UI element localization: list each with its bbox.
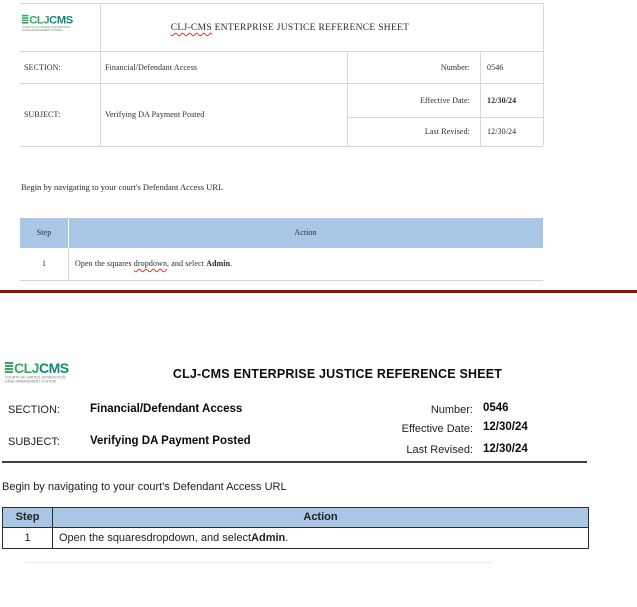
title-rest: ENTERPRISE JUSTICE REFERENCE SHEET xyxy=(211,23,410,33)
logo-tagline xyxy=(5,376,65,384)
pdf-document-preview xyxy=(0,293,637,607)
steps-table-row xyxy=(3,528,588,548)
step-column-header: Step xyxy=(3,508,53,527)
table-border-line xyxy=(68,248,69,281)
logo-tagline-line2: CASE MANAGEMENT SYSTEM xyxy=(5,380,56,384)
footer-divider-line xyxy=(25,562,493,563)
action-word: dropdown xyxy=(146,531,195,544)
step-number-cell: 1 xyxy=(3,528,53,548)
effective-date-label: Effective Date: xyxy=(420,96,470,105)
action-text-mid: , and select xyxy=(194,531,252,544)
effective-date-value: 12/30/24 xyxy=(487,96,517,105)
title-part1: CLJ-CMS xyxy=(172,367,230,381)
last-revised-value: 12/30/24 xyxy=(483,443,528,455)
number-value: 0546 xyxy=(483,402,509,414)
title-rest: ENTERPRISE JUSTICE REFERENCE SHEET xyxy=(229,367,503,381)
subject-value: Verifying DA Payment Posted xyxy=(90,435,251,447)
step-action-text xyxy=(53,528,588,548)
table-border-line xyxy=(20,3,543,4)
last-revised-value: 12/30/24 xyxy=(487,127,517,136)
action-bold-word: Admin xyxy=(251,531,286,544)
action-text-pre: Open the squares xyxy=(75,259,134,268)
table-border-line xyxy=(347,117,543,118)
logo-tagline-line1: COURTS OF LIMITED JURISDICTION xyxy=(22,26,71,29)
subject-label: SUBJECT: xyxy=(24,110,61,119)
last-revised-label: Last Revised: xyxy=(406,444,473,456)
table-border-line xyxy=(20,51,543,52)
section-label: SECTION: xyxy=(24,63,61,72)
effective-date-label: Effective Date: xyxy=(401,423,473,435)
logo-tagline xyxy=(22,26,70,33)
table-border-line xyxy=(20,280,543,281)
step-action-text xyxy=(75,259,232,269)
reference-sheet-title xyxy=(85,367,590,381)
reference-sheet-title xyxy=(100,23,480,33)
logo-brand-cms: CMS xyxy=(38,360,69,376)
section-value: Financial/Defendant Access xyxy=(105,63,198,72)
intro-text: Begin by navigating to your court's Defendant Access URL xyxy=(2,481,287,493)
number-label: Number: xyxy=(430,404,473,416)
table-border-line xyxy=(347,51,348,146)
action-text-mid: , and select xyxy=(167,259,207,268)
subject-label: SUBJECT: xyxy=(8,436,60,448)
step-column-header: Step xyxy=(36,228,52,237)
action-bold-word: Admin xyxy=(206,259,231,268)
intro-text: Begin by navigating to your court's Defendant Access URL xyxy=(21,182,224,192)
logo-brand-clj: CLJ xyxy=(29,13,50,26)
logo-brand-cms: CMS xyxy=(49,13,73,26)
steps-table xyxy=(2,507,589,549)
table-border-line xyxy=(480,51,481,146)
section-value: Financial/Defendant Access xyxy=(90,403,243,415)
action-text-post: . xyxy=(285,531,289,544)
logo-brand-clj: CLJ xyxy=(14,360,39,376)
action-column-header: Action xyxy=(294,228,317,237)
number-value: 0546 xyxy=(487,63,504,72)
table-border-line xyxy=(543,3,544,146)
action-flagged-word: dropdown xyxy=(133,259,168,268)
number-label: Number: xyxy=(440,63,470,72)
effective-date-value: 12/30/24 xyxy=(483,421,528,433)
logo-bars-icon xyxy=(5,362,13,374)
action-column-header: Action xyxy=(303,511,338,523)
cljcms-logo xyxy=(22,14,105,38)
table-border-line xyxy=(20,146,543,147)
steps-table-header-row xyxy=(3,508,588,528)
title-flagged-word: CLJ-CMS xyxy=(170,23,212,33)
logo-tagline-line1: COURTS OF LIMITED JURISDICTION xyxy=(5,376,66,380)
header-rule-line xyxy=(2,461,587,463)
action-text-pre: Open the squares xyxy=(59,531,147,544)
last-revised-label: Last Revised: xyxy=(424,127,470,136)
table-border-line xyxy=(20,83,543,84)
logo-tagline-line2: CASE MANAGEMENT SYSTEM xyxy=(22,29,63,33)
action-text-post: . xyxy=(230,259,233,268)
step-number-cell: 1 xyxy=(41,259,47,268)
section-label: SECTION: xyxy=(8,404,60,416)
subject-value: Verifying DA Payment Posted xyxy=(105,110,205,119)
word-document-preview xyxy=(0,0,637,290)
logo-bars-icon xyxy=(22,15,28,25)
